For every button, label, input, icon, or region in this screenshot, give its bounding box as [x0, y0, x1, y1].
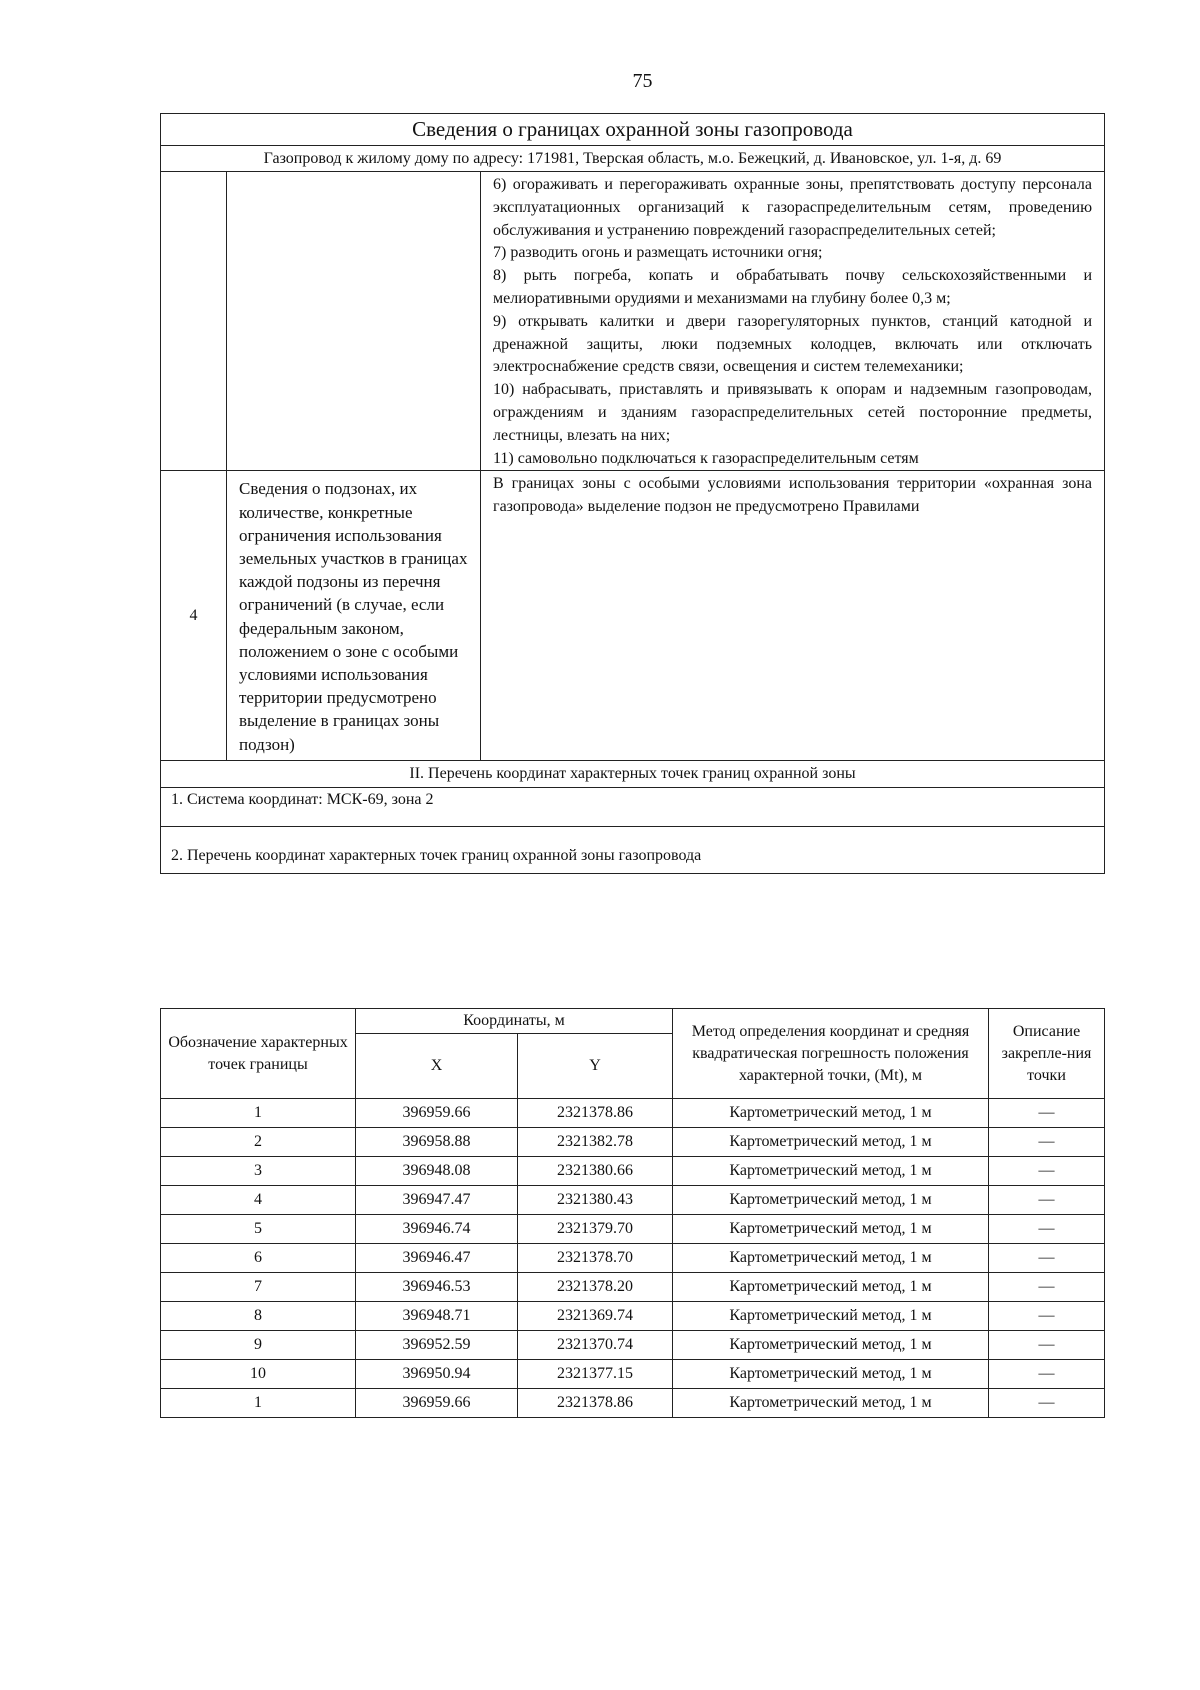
cell-description: —: [989, 1331, 1105, 1360]
cell-point: 9: [161, 1331, 356, 1360]
document-title: Сведения о границах охранной зоны газопровода: [161, 114, 1105, 146]
cell-y: 2321377.15: [518, 1360, 673, 1389]
cell-y: 2321369.74: [518, 1302, 673, 1331]
table-row: [161, 1244, 1105, 1273]
cell-point: 6: [161, 1244, 356, 1273]
cell-method: Картометрический метод, 1 м: [673, 1215, 989, 1244]
cell-description: —: [989, 1157, 1105, 1186]
cell-description: —: [989, 1128, 1105, 1157]
cell-method: Картометрический метод, 1 м: [673, 1099, 989, 1128]
coordinates-table: [160, 1008, 1105, 1418]
cell-x: 396952.59: [356, 1331, 518, 1360]
cell-point: 7: [161, 1273, 356, 1302]
header-coordinates: Координаты, м: [356, 1009, 673, 1034]
table-row: [161, 1273, 1105, 1302]
table-row: [161, 1389, 1105, 1418]
row-name: Сведения о подзонах, их количестве, конкретные ограничения использования земельных участков в границах каждой подзоны из перечня ограничений (в случае, если федеральным законом, положением о зоне с особыми условиями использования территории предусмотрено выделение в границах зоны подзон): [227, 471, 481, 760]
header-description: Описание закрепле-ния точки: [989, 1009, 1105, 1099]
cell-point: 1: [161, 1099, 356, 1128]
coordinates-body: [161, 1099, 1105, 1418]
table-row: [161, 1331, 1105, 1360]
coordinates-header-row: [161, 1009, 1105, 1034]
continuation-row: [161, 172, 1105, 471]
cell-y: 2321378.20: [518, 1273, 673, 1302]
cell-method: Картометрический метод, 1 м: [673, 1157, 989, 1186]
pipeline-address: Газопровод к жилому дому по адресу: 171981, Тверская область, м.о. Бежецкий, д. Ивановское, ул. 1-я, д. 69: [161, 146, 1105, 172]
restriction-item: 7) разводить огонь и размещать источники огня;: [493, 244, 823, 262]
cell-point: 3: [161, 1157, 356, 1186]
cell-point: 10: [161, 1360, 356, 1389]
cell-x: 396946.74: [356, 1215, 518, 1244]
cell-method: Картометрический метод, 1 м: [673, 1331, 989, 1360]
cell-description: —: [989, 1099, 1105, 1128]
continuation-number-cell: [161, 172, 227, 471]
cell-y: 2321378.86: [518, 1099, 673, 1128]
cell-x: 396948.71: [356, 1302, 518, 1331]
zone-info-table: [160, 113, 1105, 874]
row-number: 4: [161, 471, 227, 760]
cell-point: 5: [161, 1215, 356, 1244]
table-row: [161, 1186, 1105, 1215]
cell-x: 396959.66: [356, 1389, 518, 1418]
table-row: [161, 1099, 1105, 1128]
header-y: Y: [518, 1034, 673, 1099]
cell-point: 4: [161, 1186, 356, 1215]
header-method: Метод определения координат и средняя квадратическая погрешность положения характерной точки, (Mt), м: [673, 1009, 989, 1099]
cell-description: —: [989, 1244, 1105, 1273]
continuation-name-cell: [227, 172, 481, 471]
cell-description: —: [989, 1302, 1105, 1331]
coordinates-list-title-text: 2. Перечень координат характерных точек границ охранной зоны газопровода: [171, 846, 702, 864]
cell-method: Картометрический метод, 1 м: [673, 1273, 989, 1302]
row-content: [481, 471, 1105, 760]
restrictions-list: [481, 172, 1105, 471]
cell-y: 2321378.70: [518, 1244, 673, 1273]
coordinate-system: [161, 787, 1105, 826]
table-row: [161, 1302, 1105, 1331]
row-4: [161, 471, 1105, 760]
cell-description: —: [989, 1389, 1105, 1418]
cell-y: 2321382.78: [518, 1128, 673, 1157]
table-row: [161, 1128, 1105, 1157]
table-row: [161, 1157, 1105, 1186]
cell-y: 2321380.43: [518, 1186, 673, 1215]
restriction-item: 8) рыть погреба, копать и обрабатывать почву сельскохозяйственными и мелиоративными орудиями и механизмами на глубину более 0,3 м;: [493, 267, 1093, 307]
header-x: X: [356, 1034, 518, 1099]
cell-point: 2: [161, 1128, 356, 1157]
restriction-item: 10) набрасывать, приставлять и привязывать к опорам и надземным газопроводам, ограждениям и зданиям газораспределительных сетей посторонние предметы, лестницы, влезать на них;: [493, 381, 1093, 444]
cell-x: 396946.53: [356, 1273, 518, 1302]
restriction-item: 9) открывать калитки и двери газорегуляторных пунктов, станций катодной и дренажной защиты, люки подземных колодцев, включать или отключать электроснабжение средств связи, освещения и систем телемеханики;: [493, 312, 1093, 376]
cell-x: 396947.47: [356, 1186, 518, 1215]
cell-y: 2321379.70: [518, 1215, 673, 1244]
restriction-item: 11) самовольно подключаться к газораспределительным сетям: [493, 449, 919, 467]
subzones-statement: В границах зоны с особыми условиями использования территории «охранная зона газопровода» выделение подзон не предусмотрено Правилами: [493, 475, 1093, 516]
restriction-item: 6) огораживать и перегораживать охранные зоны, препятствовать доступу персонала эксплуатационных организаций к газораспределительным сетям, проведению обслуживания и устранению повреждений газораспределительных сетей;: [493, 176, 1093, 239]
cell-x: 396950.94: [356, 1360, 518, 1389]
cell-x: 396958.88: [356, 1128, 518, 1157]
cell-y: 2321380.66: [518, 1157, 673, 1186]
table-row: [161, 1360, 1105, 1389]
cell-method: Картометрический метод, 1 м: [673, 1186, 989, 1215]
section-2-title: II. Перечень координат характерных точек границ охранной зоны: [161, 760, 1105, 787]
cell-method: Картометрический метод, 1 м: [673, 1128, 989, 1157]
cell-point: 8: [161, 1302, 356, 1331]
cell-method: Картометрический метод, 1 м: [673, 1302, 989, 1331]
cell-description: —: [989, 1215, 1105, 1244]
cell-description: —: [989, 1273, 1105, 1302]
cell-point: 1: [161, 1389, 356, 1418]
coordinate-system-text: 1. Система координат: МСК-69, зона 2: [171, 790, 434, 808]
table-row: [161, 1215, 1105, 1244]
cell-y: 2321370.74: [518, 1331, 673, 1360]
cell-description: —: [989, 1186, 1105, 1215]
page-number: 75: [632, 70, 653, 92]
cell-y: 2321378.86: [518, 1389, 673, 1418]
cell-method: Картометрический метод, 1 м: [673, 1360, 989, 1389]
cell-method: Картометрический метод, 1 м: [673, 1244, 989, 1273]
header-point: Обозначение характерных точек границы: [161, 1009, 356, 1099]
cell-x: 396946.47: [356, 1244, 518, 1273]
coordinates-list-title: [161, 826, 1105, 873]
cell-description: —: [989, 1360, 1105, 1389]
cell-x: 396948.08: [356, 1157, 518, 1186]
cell-x: 396959.66: [356, 1099, 518, 1128]
cell-method: Картометрический метод, 1 м: [673, 1389, 989, 1418]
